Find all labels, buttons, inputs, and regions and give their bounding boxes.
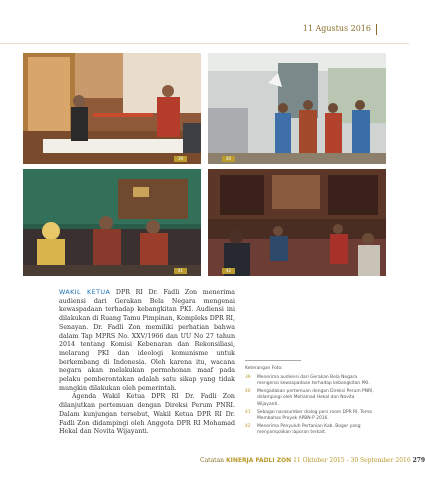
captions-title: Keterangan Foto:: [245, 366, 283, 371]
caption-text: Mengadakan pertemuan dengan Direksi Perum PNRI, didampingi oleh Mohamad Hekal dan Novita Wijayanti.: [257, 388, 374, 407]
photo-badge-41: 41: [174, 268, 187, 274]
caption-text: Sebagai narasumber dialog pers room DPR RI, Tema Membahas Proyek APBN-P 2016.: [257, 409, 372, 422]
page-date: 11 Agustus 2016: [302, 24, 371, 33]
photo-badge-40: 40: [222, 156, 235, 162]
caption-item: [245, 410, 375, 423]
footer-catatan: Catatan: [200, 457, 225, 464]
caption-number: 42: [245, 423, 251, 429]
date-divider: [376, 24, 377, 35]
photo-captions: [245, 366, 375, 438]
photo-audiensi: [23, 53, 201, 164]
footer-brand: KINERJA FADLI ZON: [225, 457, 292, 464]
caption-text: Menerima Penyuluh Pertanian Kab. Bogor yang menyampaikan laporan terkait.: [257, 423, 361, 436]
photo-pnri-image: [208, 53, 386, 164]
caption-text: Menerima audiensi dari Gerakan Bela Negara mengenai kewaspadaan terhadap kebangkitan PKI.: [257, 374, 370, 387]
photo-dialog-image: [23, 169, 201, 276]
page-number: 279: [412, 457, 425, 464]
photo-dialog: [23, 169, 201, 276]
footer-period: 11 Oktober 2015 - 30 September 2016: [293, 457, 411, 464]
photo-penyuluh: [208, 169, 386, 276]
caption-number: 41: [245, 409, 251, 415]
article-paragraph-1-text: DPR RI Dr. Fadli Zon menerima audiensi dari Gerakan Bela Negara mengenai kewaspadaan terhadap kebangkitan PKI. Audiensi ini dilakukan di Ruang Tamu Pimpinan, Kompleks DPR RI, Senayan. Dr. Fadli Zon memiliki perhatian bahwa dalam Tap MPRS No. XXV/1966 dan UU No 27 tahun 2014 tentang Komisi Kebenaran dan Rekonsiliasi, melarang PKI dan ideologi komunisme untuk berkembang di Indonesia. Oleh karena itu, wacana negara akan melakukan permohonan maaf pada pelaku pemberontakan adalah satu sikap yang tidak mungkin dilakukan oleh pemerintah.: [59, 289, 235, 392]
article-lead: WAKIL KETUA: [59, 288, 111, 296]
article-body: [59, 288, 235, 437]
header-rule: [0, 43, 409, 44]
photo-audiensi-image: [23, 53, 201, 164]
caption-item: [245, 424, 375, 437]
photo-badge-39: 39: [174, 156, 187, 162]
article-paragraph-1: [59, 288, 235, 393]
page-footer: [200, 457, 425, 464]
photo-badge-42: 42: [222, 268, 235, 274]
caption-number: 40: [245, 388, 251, 394]
caption-item: [245, 375, 375, 388]
caption-number: 39: [245, 374, 251, 380]
photo-penyuluh-image: [208, 169, 386, 276]
caption-item: [245, 389, 375, 409]
photo-pnri: [208, 53, 386, 164]
article-paragraph-2: Agenda Wakil Ketua DPR RI Dr. Fadli Zon dilanjutkan pertemuan dengan Direksi Perum PNRI. Dalam kunjungan tersebut, Wakil Ketua DPR RI Dr. Fadli Zon didampingi oleh Anggota DPR RI Mohamad Hekal dan Novita Wijayanti.: [59, 393, 235, 436]
captions-rule: [245, 360, 301, 361]
